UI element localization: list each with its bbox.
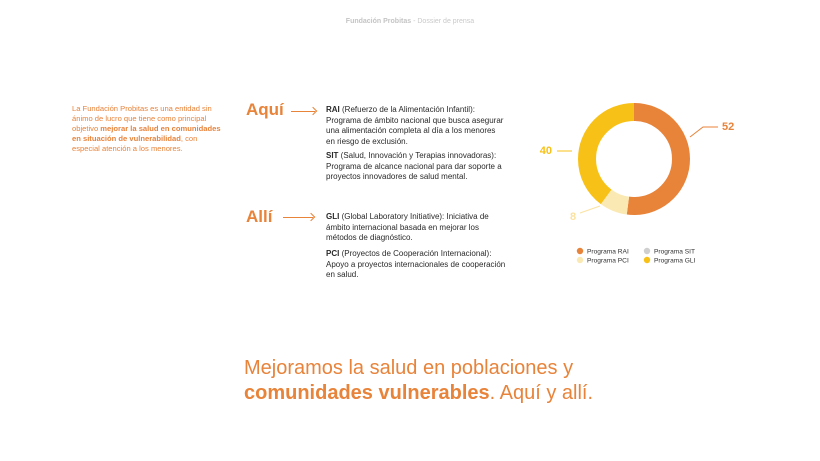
- legend-label-2: Programa PCI: [587, 257, 629, 265]
- program-gli-code: GLI: [326, 212, 340, 221]
- program-rai-code: RAI: [326, 105, 340, 114]
- tagline: [244, 356, 593, 406]
- intro-bold: mejorar la salud en comunidades en situación de vulnerabilidad: [72, 124, 221, 143]
- program-sit-desc: Programa de alcance nacional para dar soporte a proyectos innovadores de salud mental.: [326, 161, 502, 182]
- tagline-line1: Mejoramos la salud en poblaciones y: [244, 357, 574, 379]
- legend-label-3: Programa GLI: [654, 257, 696, 265]
- program-sit-name: (Salud, Innovación y Terapias innovadoras):: [338, 151, 497, 160]
- section-aqui: Aquí: [246, 100, 284, 119]
- legend-swatch-3: [644, 257, 650, 263]
- program-pci-desc: Apoyo a proyectos internacionales de cooperación en salud.: [326, 259, 506, 280]
- header-org: Fundación Probitas: [345, 18, 412, 25]
- legend-swatch-0: [577, 248, 583, 254]
- program-sit-code: SIT: [326, 151, 339, 160]
- program-gli-name: (Global Laboratory Initiative):: [339, 212, 445, 221]
- section-alli: Allí: [246, 207, 273, 226]
- header-separator: -: [411, 18, 418, 25]
- data-label-1: 8: [569, 211, 577, 223]
- program-pci-code: PCI: [326, 249, 340, 258]
- tagline-rest: . Aquí y allí.: [489, 382, 594, 404]
- legend-label-1: Programa SIT: [654, 248, 696, 256]
- legend-swatch-1: [644, 248, 650, 254]
- intro-text-1: La Fundación Probitas es una entidad sin ánimo de lucro que tiene como principal objetivo: [72, 104, 212, 133]
- program-pci-name: (Proyectos de Cooperación Internacional):: [339, 249, 492, 258]
- intro-text-2: , con especial atención a los menores.: [72, 134, 198, 153]
- tagline-line2: [244, 381, 593, 406]
- leader-line-1: [580, 206, 600, 213]
- legend-label-0: Programa RAI: [587, 248, 629, 256]
- data-label-2: 40: [539, 145, 552, 157]
- header-doc: Dossier de prensa: [417, 18, 475, 25]
- data-label-0: 52: [722, 121, 735, 133]
- program-rai-name: (Refuerzo de la Alimentación Infantil):: [339, 105, 475, 114]
- program-gli-desc: Iniciativa de ámbito internacional basada en mejorar los métodos de diagnóstico.: [326, 212, 489, 243]
- program-rai-desc: Programa de ámbito nacional que busca asegurar una alimentación completa al día a los menores en riesgo de exclusión.: [326, 115, 504, 146]
- tagline-bold: comunidades vulnerables: [244, 382, 490, 404]
- legend-swatch-2: [577, 257, 583, 263]
- leader-line-0: [690, 127, 718, 137]
